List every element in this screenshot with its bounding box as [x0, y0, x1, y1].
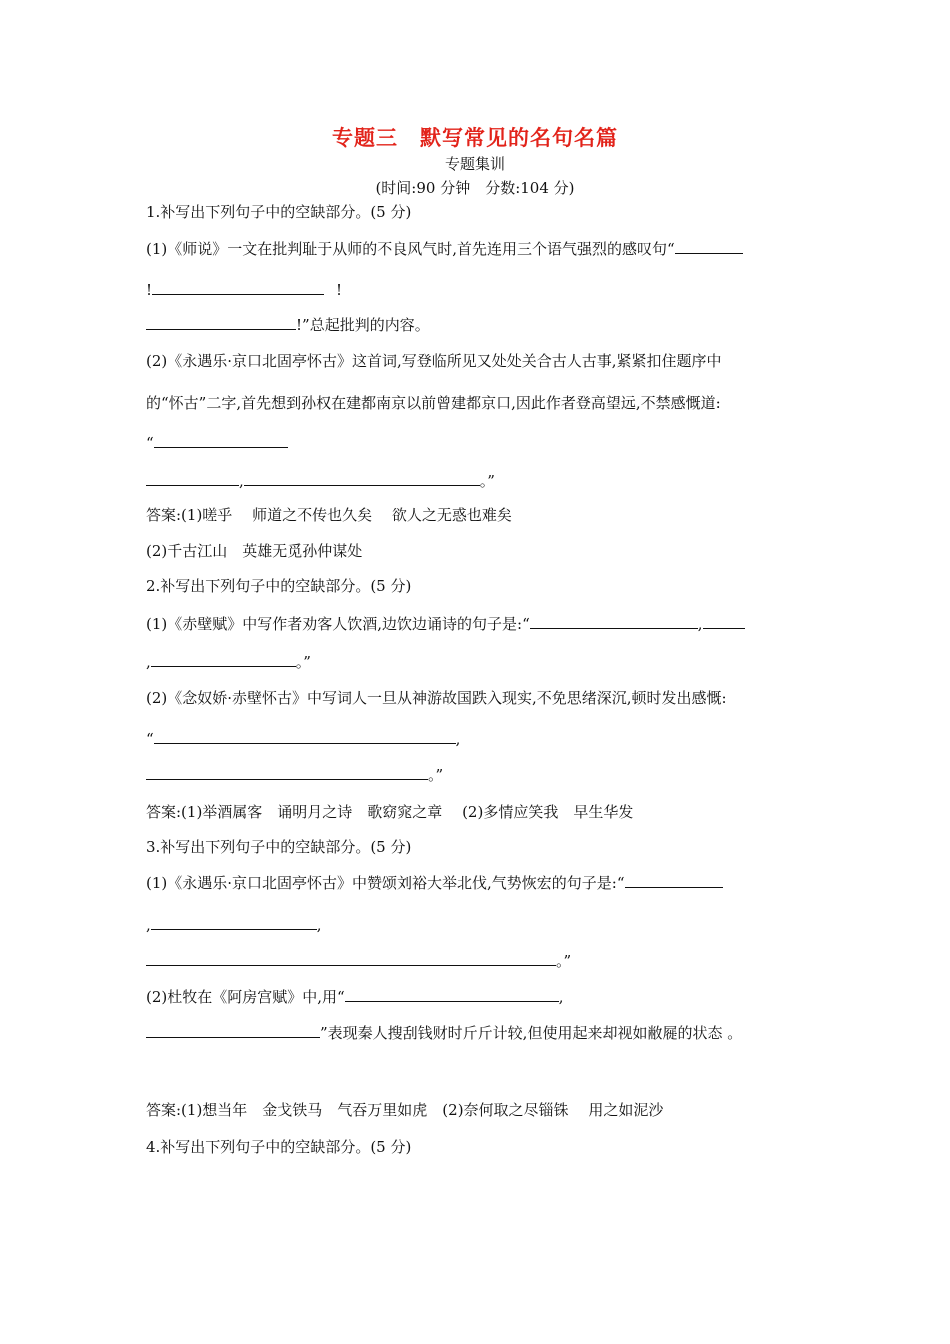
q1-part1-text: (1)《师说》一文在批判耻于从师的不良风气时,首先连用三个语气强烈的感叹句“	[146, 240, 675, 258]
q2-part2-line1: (2)《念奴娇·赤壁怀古》中写词人一旦从神游故国跌入现实,不免思绪深沉,顿时发出感慨:	[146, 689, 727, 707]
q1-answer-line2: (2)千古江山 英雄无觅孙仲谋处	[146, 542, 363, 560]
q1-part1-end: !”总起批判的内容。	[296, 316, 430, 334]
time-score-info: (时间:90 分钟 分数:104 分)	[375, 179, 575, 197]
q2-part2-comma: ,	[455, 730, 461, 748]
q1-part2-line4	[146, 470, 808, 492]
q1-part2-end: 。”	[479, 472, 495, 490]
q2-blank-1[interactable]	[530, 613, 698, 629]
q3-answer: 答案:(1)想当年 金戈铁马 气吞万里如虎 (2)奈何取之尽锱铢 用之如泥沙	[146, 1101, 664, 1119]
q2-blank-5[interactable]	[146, 764, 428, 780]
q2-part1-text: (1)《赤壁赋》中写作者劝客人饮酒,边饮边诵诗的句子是:“	[146, 615, 530, 633]
q2-blank-2[interactable]	[703, 613, 745, 629]
q2-part1-start-comma: ,	[146, 653, 151, 671]
q2-part1-comma: ,	[697, 615, 703, 633]
q3-part2-line2	[146, 1022, 808, 1044]
q3-blank-1[interactable]	[625, 872, 723, 888]
q1-blank-2[interactable]	[152, 279, 324, 295]
q3-blank-4[interactable]	[345, 986, 559, 1002]
q2-part2-end: 。”	[428, 766, 444, 784]
q3-part1-line2	[146, 914, 808, 936]
q2-answer: 答案:(1)举酒属客 诵明月之诗 歌窈窕之章 (2)多情应笑我 早生华发	[146, 803, 634, 821]
q1-part2-open-quote: “	[146, 434, 154, 452]
q3-part1-comma: ,	[316, 916, 322, 934]
q1-excl-1: !	[146, 281, 153, 299]
q3-part2-line1	[146, 986, 808, 1008]
q2-part2-line2	[146, 728, 808, 750]
q3-part1-start-comma: ,	[146, 916, 151, 934]
q1-answer-line1: 答案:(1)嗟乎 师道之不传也久矣 欲人之无惑也难矣	[146, 506, 512, 524]
q1-part2-line1: (2)《永遇乐·京口北固亭怀古》这首词,写登临所见又处处关合古人古事,紧紧扣住题序中	[146, 352, 722, 370]
q1-part1-line2	[146, 279, 808, 301]
q1-part1-line3	[146, 314, 808, 336]
page-title: 专题三 默写常见的名句名篇	[332, 126, 618, 150]
page-subtitle: 专题集训	[444, 155, 505, 173]
q2-blank-4[interactable]	[154, 728, 456, 744]
q1-blank-3[interactable]	[146, 314, 296, 330]
q2-stem: 2.补写出下列句子中的空缺部分。(5 分)	[146, 577, 412, 595]
q3-blank-3[interactable]	[146, 950, 556, 966]
q3-blank-2[interactable]	[151, 914, 317, 930]
q2-part1-line1	[146, 613, 808, 635]
q1-blank-5[interactable]	[146, 470, 239, 486]
q3-part1-text: (1)《永遇乐·京口北固亭怀古》中赞颂刘裕大举北伐,气势恢宏的句子是:“	[146, 874, 625, 892]
q1-blank-1[interactable]	[675, 238, 743, 254]
q2-blank-3[interactable]	[151, 651, 296, 667]
q1-blank-4[interactable]	[154, 432, 288, 448]
q1-part2-line2: 的“怀古”二字,首先想到孙权在建都南京以前曾建都京口,因此作者登高望远,不禁感慨道:	[146, 394, 721, 412]
q2-part1-line2	[146, 651, 808, 673]
q3-part1-end: 。”	[556, 952, 572, 970]
q3-part2-text: (2)杜牧在《阿房宫赋》中,用“	[146, 988, 345, 1006]
q3-part2-comma: ,	[558, 988, 564, 1006]
q2-part2-open-quote: “	[146, 730, 154, 748]
q1-part2-line3	[146, 432, 808, 454]
q4-stem: 4.补写出下列句子中的空缺部分。(5 分)	[146, 1138, 412, 1156]
q1-stem: 1.补写出下列句子中的空缺部分。(5 分)	[146, 203, 412, 221]
q3-part1-line1	[146, 872, 808, 894]
q3-part1-line3	[146, 950, 808, 972]
q2-part1-end: 。”	[295, 653, 311, 671]
q1-part1-line1	[146, 238, 808, 260]
q1-blank-6[interactable]	[244, 470, 480, 486]
q3-blank-5[interactable]	[146, 1022, 320, 1038]
q2-part2-line3	[146, 764, 808, 786]
q1-part2-comma: ,	[239, 472, 244, 490]
q1-excl-2: !	[336, 281, 343, 299]
q3-stem: 3.补写出下列句子中的空缺部分。(5 分)	[146, 838, 412, 856]
q3-part2-end: ”表现秦人搜刮钱财时斤斤计较,但使用起来却视如敝屣的状态 。	[320, 1024, 743, 1042]
